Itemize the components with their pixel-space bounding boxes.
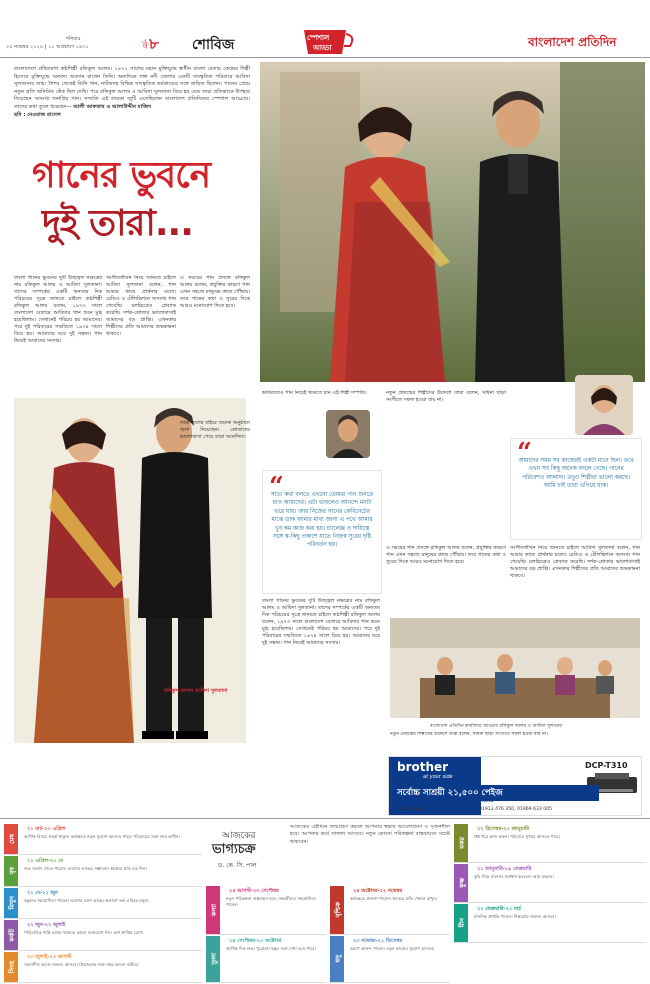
zodiac-cell [4, 824, 202, 855]
zodiac-cell [4, 856, 202, 887]
zodiac-dates: ২৪ আগস্ট-২৩ সেপ্টেম্বর [229, 888, 279, 894]
left-photo-caption: রফিকুল আলম আবিদা সুলতানা [164, 688, 228, 694]
header-rule [0, 57, 650, 58]
zodiac-name: কন্যা [209, 903, 218, 917]
zodiac-name-tab [4, 856, 18, 886]
zodiac-name: ধনু [333, 955, 342, 963]
quote-mark-icon: “ [269, 472, 284, 502]
photo-credit: নেওয়াজ রাসেল [27, 111, 61, 118]
portrait-man [326, 410, 370, 458]
section-title: শোবিজ [192, 37, 235, 53]
interview-illustration [390, 618, 640, 718]
zodiac-text: বুদ্ধি দিয়ে সমস্যার সমাধান করবেন। আয় বাড়বে। [474, 874, 554, 879]
zodiac-cell [4, 920, 202, 951]
page-number-block [139, 33, 197, 53]
intro-byline: আলী আফতাব ও আলাউদ্দীন মাজিদ [73, 103, 152, 110]
zodiac-dates: ২১ এপ্রিল-২০ মে [27, 858, 64, 864]
body-col-3-text: এ সময়ের গান প্রসঙ্গে রফিকুল আলম বলেন, প্রযুক্তির কারণে গান এখন সহজে মানুষের কাছে পৌঁছায়। তবে গানের কথা ও সুরের দিকে আরও মনোযোগ দিতে হবে। [180, 275, 250, 309]
zodiac-text: আর্থিক বিষয়ে সতর্ক থাকুন। কর্মক্ষেত্রে নতুন সুযোগ আসতে পারে। পরিবারের সঙ্গে সময় কাটান। [24, 834, 181, 839]
quote-box-2 [510, 438, 642, 540]
zodiac-cell [206, 886, 326, 935]
zodiac-name: কর্কট [7, 928, 16, 942]
zodiac-text: মানসিক প্রশান্তি পাবেন। শিল্পচর্চায় সাফল্য আসবে। [474, 914, 556, 919]
zodiac-dates: ২২ জুন-২২ জুলাই [27, 922, 66, 928]
body-col-6 [386, 390, 506, 530]
body-col-9 [386, 545, 506, 615]
weekday: শনিবার [66, 36, 81, 42]
zodiac-dates: ২১ জানুয়ারি-১৯ ফেব্রুয়ারি [477, 866, 532, 872]
body-col-8-text: বাংলা গানের ভুবনের দুটি উজ্জ্বল নক্ষত্রের নাম রফিকুল আলম ও আবিদা সুলতানা। তাদের সম্পর্কের একটি অন্যতম দিক পরিচয়ের সূত্রে জানতে চাইলে কণ্ঠশিল্পী রফিকুল আলম বলেন, ১৯৭৩ সালে বাংলাদেশ বেতারে আবিদার গান শুনে মুগ্ধ হয়েছিলাম। সেখানেই পরিচয় হয় আমাদের। পরে দুই পরিবারের সম্মতিতে ১৯৭৪ সালে বিয়ে হয়। আমাদের ঘরে দুই সন্তান। গান নিয়েই আমাদের সংসার। [262, 598, 380, 646]
portrait-woman [575, 375, 633, 435]
zodiac-cell [206, 936, 326, 983]
body-col-4-text: তারা দেশের বাইরে অনেক অনুষ্ঠানে অংশ নিয়েছেন। শ্রোতাদের ভালোবাসা পেয়ে তারা আনন্দিত। [180, 420, 250, 440]
horoscope-title-block [206, 828, 286, 874]
horoscope-author: ড. কে. সি. পাল [218, 862, 257, 869]
zodiac-cell [4, 952, 202, 983]
zodiac-dates: ২৩ জুলাই-২৩ আগস্ট [27, 954, 72, 960]
ad-model: DCP-T310 [585, 761, 628, 770]
body-col-3 [180, 275, 250, 415]
logo-bottom: আড্ডা [313, 44, 332, 52]
ad-tagline: at your side [423, 774, 453, 780]
ad-headline: সর্বোচ্চ সাশ্রয়ী ২১,৫০০ পেইজ [395, 785, 599, 801]
zodiac-name-tab [330, 886, 344, 934]
zodiac-text: সৃজনশীল কাজে সাফল্য আসবে। প্রিয়জনের সঙ্গে সময় ভালো কাটবে। [24, 962, 139, 967]
zodiac-name-tab [454, 904, 468, 942]
body-col-7-text: সংগীতজীবন নিয়ে জানতে চাইলে আবিদা সুলতানা বলেন, গান আমার কাছে প্রার্থনার মতো। রেডিও ও টেলিভিশনে অসংখ্য গান গেয়েছি। চলচ্চিত্রেও প্লেব্যাক করেছি। দর্শক-শ্রোতার ভালোবাসাই আমাদের বড় প্রাপ্তি। এখনকার শিল্পীদের প্রতি আমাদের শুভকামনা থাকবে। [510, 545, 640, 579]
date-line [6, 36, 89, 52]
zodiac-text: ভ্রমণে আনন্দ পাবেন। নতুন কাজের সুযোগ আসবে। [350, 946, 435, 951]
zodiac-dates: ২৪ সেপ্টেম্বর-২৩ অক্টোবর [229, 938, 282, 944]
body-col-2-text: সংগীতজীবন নিয়ে জানতে চাইলে আবিদা সুলতানা বলেন, গান আমার কাছে প্রার্থনার মতো। রেডিও ও টেলিভিশনে অসংখ্য গান গেয়েছি। চলচ্চিত্রেও প্লেব্যাক করেছি। দর্শক-শ্রোতার ভালোবাসাই আমাদের বড় প্রাপ্তি। এখনকার শিল্পীদের প্রতি আমাদের শুভকামনা থাকবে। [106, 275, 176, 337]
body-col-4 [180, 420, 250, 750]
body-col-2 [106, 275, 176, 400]
zodiac-name-tab [454, 864, 468, 902]
date-text: ২৫ নভেম্বর ২০২৪ | ১০ অগ্রহায়ণ ১৪৩১ [6, 44, 89, 50]
page-number: ৮ [149, 35, 159, 53]
couple-illustration [260, 62, 645, 382]
quote-1-text: সত্যি কথা বলতে এখনো তোমরা গান শুনতে চাও আমাদের। এটা ভাবলেও আনন্দে মনটা ভরে যায়। আর নিজের গানের কেবিনেটের মাঝে ডাক আমার মাথা জানা এ পথে আমার খুব কম কাজ করা হয়। চ্যালেঞ্জ ও দায়িত্বে সঙ্গে স্ব-কিছু প্রকাশে যাতে নিজস্ব সুরের দৃষ্টি পরিবর্তন হয়। [270, 492, 374, 549]
body-col-5-text: ভবিষ্যতেও গান নিয়েই থাকতে চান এই শিল্পী দম্পতি। [262, 390, 367, 396]
zodiac-dates: ২১ মে-২১ জুন [27, 890, 58, 896]
zodiac-name: সিংহ [7, 960, 16, 974]
photo-credit-label: ছবি : [14, 111, 26, 118]
ad-distributor: Globe Brand [395, 807, 424, 812]
zodiac-cell [4, 888, 202, 919]
headline-line1: গানের ভুবনে [32, 155, 211, 196]
zodiac-dates: ২০ ফেব্রুয়ারি-২০ মার্চ [477, 906, 521, 912]
quote-box-1 [262, 470, 382, 594]
brother-ad[interactable] [388, 756, 642, 816]
intro-text [14, 66, 250, 119]
zodiac-name-tab [4, 952, 18, 982]
intro-body: বাংলাদেশে প্রথিতযশা কন্ঠশিল্পী রফিকুল আলম। ১৯৭১ সালের মহান মুক্তিযুদ্ধে স্বাধীন বাংলা বেতার কেন্দ্রের শিল্পী হিসেবে মুক্তিযুদ্ধে অনবদ্য অবদান রাখেন তিনি। অন্যদিকে গঙ্গা নদী জেলার একটি সাংস্কৃতিক পরিবারে আবিদা সুলতানার জন্ম। শৈশব থেকেই তিনি গান, নাটকসহ বিভিন্ন সাংস্কৃতিক কর্মকাণ্ডের সঙ্গে জড়িত ছিলেন। গানের প্রেমে নতুন প্রতি অনিমিত কেঁক ছিল দেখি। পরে রফিকুল আলম ও আবিদা সুলতানা বিয়ে হয় এবং তারা প্রতিভাকে উপহার দিয়েছেন অসংখ্য জনপ্রিয় গান। সম্প্রতি এই তারকা জুটি এসেছিলেন বাংলাদেশ প্রতিদিনের স্পেশাল আড্ডায়। তাদের কথা তুলে ধরেছেন— [14, 66, 250, 110]
zodiac-name-tab [4, 920, 18, 950]
zodiac-name: বৃশ্চিক [333, 902, 342, 918]
zodiac-text: ধৈর্য ধরে কাজ করুন। পরিবারে সুখবর আসতে পারে। [474, 834, 561, 839]
zodiac-name: মীন [457, 918, 466, 928]
horoscope-section [0, 820, 650, 984]
zodiac-name: মকর [457, 837, 466, 849]
ad-phone: 01913 476 350, 01969 633 005 [479, 807, 553, 812]
zodiac-text: পারিবারিক শান্তি বজায় থাকবে। কাজে মনোযোগ দিন। অর্থ প্রাপ্তির যোগ। [24, 930, 144, 935]
zodiac-name-tab [330, 936, 344, 982]
horoscope-rule [0, 818, 650, 819]
zodiac-name: বৃষ [7, 867, 16, 875]
quote-mark-icon-2: “ [517, 438, 532, 468]
zodiac-dates: ২৩ নভেম্বর-২১ ডিসেম্বর [353, 938, 403, 944]
horoscope-title-top: আজকের [222, 831, 256, 841]
headline-line2: দুই তারা... [42, 203, 193, 244]
zodiac-cell [454, 864, 646, 903]
zodiac-name: মিথুন [7, 896, 16, 910]
body-col-10-text: নতুন প্রজন্মের শিল্পীদের উদ্দেশে তারা বলেন, সাধনা ছাড়া সংগীতে সফল হওয়া যায় না। [390, 732, 548, 737]
zodiac-dates: ২২ ডিসেম্বর-২০ জানুয়ারি [477, 826, 530, 832]
horoscope-title-main: ভাগ্যচক্র [212, 842, 256, 857]
zodiac-text: আর্থিক দিক শুভ। পুরোনো বন্ধুর সঙ্গে দেখা হতে পারে। [226, 946, 316, 951]
zodiac-name-tab [454, 824, 468, 862]
interview-caption: বাংলাদেশ প্রতিদিন কার্যালয়ে আড্ডায় রফিকুল আলম ও আবিদা সুলতানা [430, 724, 563, 729]
headline [32, 148, 232, 258]
main-photo-couple [260, 62, 645, 382]
zodiac-name-tab [4, 888, 18, 918]
zodiac-text: কর্মক্ষেত্রে প্রশংসা পাবেন। স্বাস্থ্যের প্রতি খেয়াল রাখুন। [350, 896, 438, 901]
zodiac-name-tab [4, 824, 18, 854]
page-header [0, 0, 650, 58]
zodiac-text: নতুন পরিকল্পনা বাস্তবায়ন হবে। সহকর্মীদের সহযোগিতা পাবেন। [226, 896, 316, 907]
zodiac-name-tab [206, 886, 220, 934]
zodiac-cell [454, 824, 646, 863]
zodiac-name-tab [206, 936, 220, 982]
zodiac-dates: ২১ মার্চ-২০ এপ্রিল [27, 826, 66, 832]
zodiac-name: তুলা [209, 953, 218, 965]
zodiac-cell [454, 904, 646, 943]
zodiac-name: মেষ [7, 834, 16, 844]
zodiac-dates: ২৪ অক্টোবর-২২ নভেম্বর [353, 888, 403, 894]
woman-portrait-illustration [575, 375, 633, 435]
horoscope-intro: আজকের এইদিনে জন্মগ্রহণ করলে আপনার স্বভাব আবেগপ্রবণ ও সৃজনশীল হবে। আপনার কর্মে সাফল্য আসবে। নতুন কোনো পরিকল্পনা বাস্তবায়নে সচেষ্ট থাকবেন। [290, 824, 450, 845]
logo-top: স্পেশাল [307, 34, 330, 42]
body-col-7 [510, 545, 640, 605]
ad-brand: brother [397, 760, 449, 774]
special-adda-logo [300, 22, 358, 58]
zodiac-text: বন্ধুদের সহযোগিতা পাবেন। ভ্রমণের যোগ আছে। অকারণ তর্ক এড়িয়ে চলুন। [24, 898, 149, 903]
page-label: পৃষ্ঠা [141, 39, 148, 49]
body-col-8 [262, 598, 380, 748]
body-col-1-text: বাংলা গানের ভুবনের দুটি উজ্জ্বল নক্ষত্রের নাম রফিকুল আলম ও আবিদা সুলতানা। তাদের সম্পর্কের একটি অন্যতম দিক পরিচয়ের সূত্রে জানতে চাইলে কণ্ঠশিল্পী রফিকুল আলম বলেন, ১৯৭৩ সালে বাংলাদেশ বেতারে আবিদার গান শুনে মুগ্ধ হয়েছিলাম। সেখানেই পরিচয় হয় আমাদের। পরে দুই পরিবারের সম্মতিতে ১৯৭৪ সালে বিয়ে হয়। আমাদের ঘরে দুই সন্তান। গান নিয়েই আমাদের সংসার। [14, 275, 102, 344]
zodiac-text: শুভ সংবাদ পেতে পারেন। ব্যবসায় লাভের সম্ভাবনা। স্বাস্থ্যের প্রতি যত্ন নিন। [24, 866, 147, 871]
brand-logo: বাংলাদেশ প্রতিদিন [528, 35, 617, 49]
interview-photo [390, 618, 640, 718]
zodiac-cell [330, 936, 450, 983]
quote-2-text: আমাদের সময় সব কাজেরই একটা মানে ছিল। তবে এখন সব কিছু অনেক বদলে গেছে। গানের পরিবেশও আলাদা। তবুও শিল্পীরা ভালো করছে। আমি চাই তারা এগিয়ে যাক। [518, 458, 634, 490]
man-portrait-illustration [326, 410, 370, 458]
zodiac-name: কুম্ভ [457, 878, 466, 888]
body-col-6-text: নতুন প্রজন্মের শিল্পীদের উদ্দেশে তারা বলেন, সাধনা ছাড়া সংগীতে সফল হওয়া যায় না। [386, 390, 506, 403]
body-col-9-text: এ সময়ের গান প্রসঙ্গে রফিকুল আলম বলেন, প্রযুক্তির কারণে গান এখন সহজে মানুষের কাছে পৌঁছায়। তবে গানের কথা ও সুরের দিকে আরও মনোযোগ দিতে হবে। [386, 545, 506, 565]
ad-subline: ইঙ্কট্যাংক সমৃদ্ধ ব্রাদার ইঙ্কজেট প্রিন্টার এখন বাজারে [395, 799, 494, 804]
zodiac-cell [330, 886, 450, 935]
